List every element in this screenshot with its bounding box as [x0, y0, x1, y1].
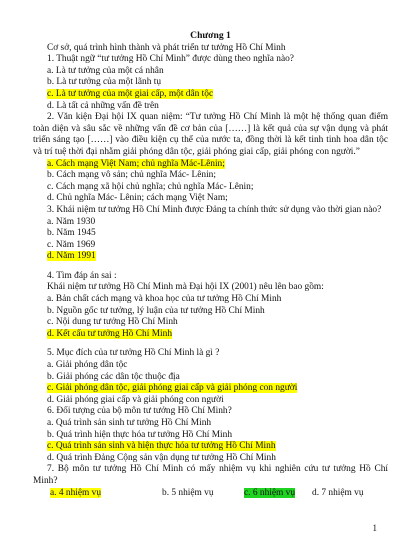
q5-option-b: b. Giải phóng các dân tộc thuộc địa	[47, 371, 180, 382]
chapter-title: Chương 1	[190, 30, 231, 41]
q6-option-b: b. Quá trình hiện thực hóa tư tưởng Hồ Chí Minh	[47, 429, 233, 440]
q6-option-a: a. Quá trình sản sinh tư tưởng Hồ Chí Minh	[47, 418, 212, 428]
q2-option-d: d. Chủ nghĩa Mác- Lênin; cách mạng Việt Nam;	[47, 193, 228, 204]
q4-option-d: d. Kết cấu tư tưởng Hồ Chí Minh	[47, 328, 173, 339]
document-content	[33, 30, 388, 499]
q1-option-b: b. Là tư tưởng của một lãnh tụ	[47, 77, 162, 88]
q1-option-c: c. Là tư tưởng của một giai cấp, một dân tộc	[47, 88, 214, 99]
q2-option-b: b. Cách mạng vô sản; chủ nghĩa Mác- Lênin;	[47, 170, 216, 181]
q1-option-d: d. Là tất cả những vấn đề trên	[47, 100, 159, 111]
question-4-intro: Khái niệm tư tưởng Hồ Chí Minh mà Đại hội IX (2001) nêu lên bao gồm:	[47, 282, 324, 293]
q6-option-d: d. Quá trình Đảng Cộng sản vận dụng tư tưởng Hồ Chí Minh	[47, 452, 276, 463]
q2-option-a: a. Cách mạng Việt Nam; chủ nghĩa Mác-Lênin;	[47, 158, 225, 169]
q4-option-a: a. Bản chất cách mạng và khoa học của tư tưởng Hồ Chí Minh	[47, 294, 282, 305]
q1-option-a: a. Là tư tưởng của một cá nhân	[47, 65, 164, 76]
question-7: 7. Bộ môn tư tưởng Hồ Chí Minh có mấy nhiệm vụ khi nghiên cứu tư tưởng Hồ Chí Minh?	[33, 464, 388, 486]
q2-option-c: c. Cách mạng xã hội chủ nghĩa; chủ nghĩa Mác- Lênin;	[47, 181, 254, 192]
q5-option-d: d. Giải phóng giai cấp và giải phóng con người	[47, 394, 224, 405]
q3-option-c: c. Năm 1969	[47, 239, 96, 250]
q5-option-a: a. Giải phóng dân tộc	[47, 360, 128, 371]
q7-option-d: d. 7 nhiệm vụ	[312, 487, 364, 498]
q7-option-c: c. 6 nhiệm vụ	[244, 487, 296, 498]
q3-option-a: a. Năm 1930	[47, 216, 96, 227]
q5-option-c: c. Giải phóng dân tộc, giải phóng giai cấp và giải phóng con người	[47, 383, 298, 394]
question-2: 2. Văn kiện Đại hội IX quan niệm: “Tư tưởng Hồ Chí Minh là một hệ thống quan điểm toàn diện và sâu sắc về những vấn đề cơ bản của [……] là kết quả của sự vận dụng và phát triển sáng tạo [……] vào điều kiện cụ thể của nước ta, đồng thời là kết tinh tinh hoa dân tộc và trí tuệ thời đại nhằm giải phóng dân tộc, giải phóng giai cấp, giải phóng con người.”	[33, 112, 388, 157]
q3-option-b: b. Năm 1945	[47, 228, 96, 239]
question-6: 6. Đối tượng của bộ môn tư tưởng Hồ Chí Minh?	[47, 406, 232, 417]
q7-option-b: b. 5 nhiệm vụ	[162, 487, 214, 498]
question-3: 3. Khái niệm tư tưởng Hồ Chí Minh được Đảng ta chính thức sử dụng vào thời gian nào?	[47, 204, 382, 215]
q4-option-b: b. Nguồn gốc tư tưởng, lý luận của tư tưởng Hồ Chí Minh	[47, 305, 265, 316]
question-4: 4. Tìm đáp án sai :	[47, 270, 117, 281]
page-number: 1	[372, 523, 377, 533]
question-1: 1. Thuật ngữ “tư tưởng Hồ Chí Minh” được dùng theo nghĩa nào?	[47, 54, 294, 65]
question-5: 5. Mục đích của tư tưởng Hồ Chí Minh là gì ?	[47, 348, 220, 359]
chapter-subtitle: Cơ sở, quá trình hình thành và phát triển tư tưởng Hồ Chí Minh	[47, 42, 286, 53]
q7-option-a: a. 4 nhiệm vụ	[50, 487, 102, 498]
q3-option-d: d. Năm 1991	[47, 251, 96, 262]
q7-options-row	[33, 488, 388, 500]
q6-option-c: c. Quá trình sản sinh và hiện thực hóa tư tưởng Hồ Chí Minh	[47, 441, 276, 452]
q4-option-c: c. Nội dung tư tưởng Hồ Chí Minh	[47, 317, 178, 328]
